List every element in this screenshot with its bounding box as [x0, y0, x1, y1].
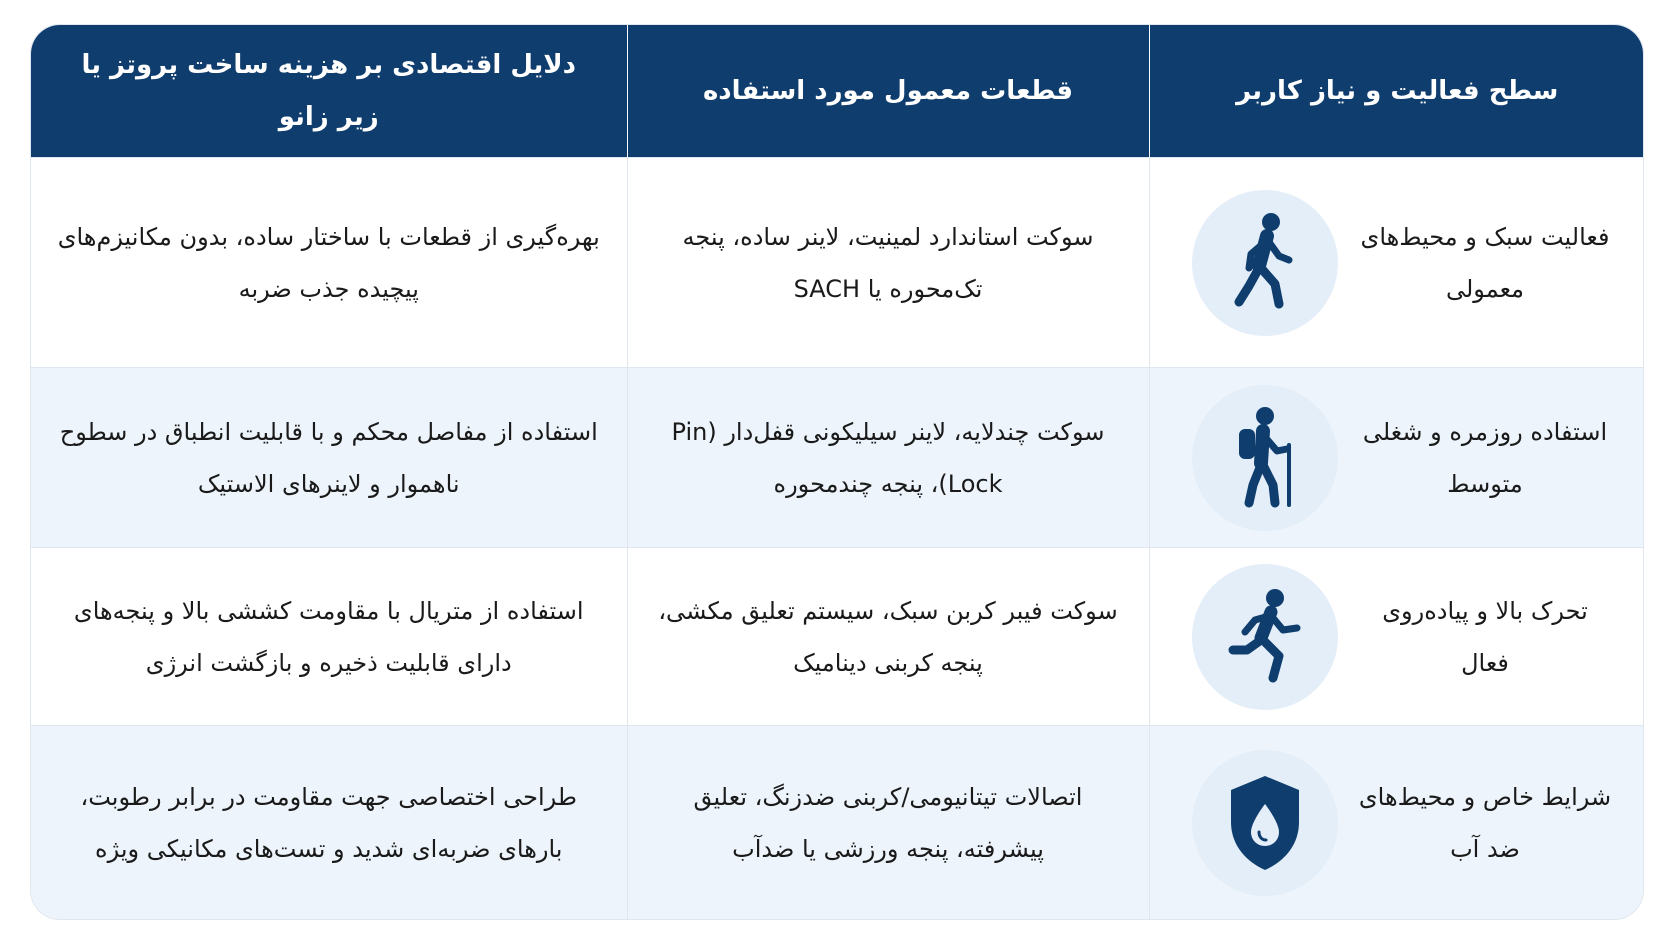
icon-circle — [1192, 564, 1338, 710]
table-row — [31, 726, 1644, 920]
activity-level-text: فعالیت سبک و محیط‌های معمولی — [1360, 222, 1610, 303]
activity-level-text: تحرک بالا و پیاده‌روی فعال — [1382, 596, 1588, 677]
cell-common-parts: سوکت چندلایه، لاینر سیلیکونی قفل‌دار (Pin Lock)، پنجه چندمحوره — [627, 368, 1149, 548]
cell-activity-level — [1149, 368, 1644, 548]
cell-economic-reasons: استفاده از مفاصل محکم و با قابلیت انطباق در سطوح ناهموار و لاینرهای الاستیک — [31, 368, 627, 548]
header-common-parts: قطعات معمول مورد استفاده — [627, 25, 1149, 158]
icon-circle — [1192, 190, 1338, 336]
running-person-icon — [1223, 584, 1307, 690]
cell-common-parts: سوکت استاندارد لمینیت، لاینر ساده، پنجه تک‌محوره یا SACH — [627, 158, 1149, 368]
icon-circle — [1192, 750, 1338, 896]
hiker-icon — [1223, 405, 1307, 511]
water-shield-icon — [1223, 770, 1307, 876]
activity-level-text: شرایط خاص و محیط‌های ضد آب — [1358, 782, 1612, 863]
comparison-table — [31, 25, 1644, 920]
table-row — [31, 548, 1644, 726]
header-activity-level: سطح فعالیت و نیاز کاربر — [1149, 25, 1644, 158]
cell-activity-level — [1149, 548, 1644, 726]
table-row — [31, 368, 1644, 548]
cell-economic-reasons: طراحی اختصاصی جهت مقاومت در برابر رطوبت، بارهای ضربه‌ای شدید و تست‌های مکانیکی ویژه — [31, 726, 627, 920]
cell-activity-level — [1149, 158, 1644, 368]
cell-economic-reasons: استفاده از متریال با مقاومت کششی بالا و پنجه‌های دارای قابلیت ذخیره و بازگشت انرژی — [31, 548, 627, 726]
table-row — [31, 158, 1644, 368]
cell-activity-level — [1149, 726, 1644, 920]
table-header-row — [31, 25, 1644, 158]
header-economic-reasons: دلایل اقتصادی بر هزینه ساخت پروتز یا زیر زانو — [31, 25, 627, 158]
cell-economic-reasons: بهره‌گیری از قطعات با ساختار ساده، بدون مکانیزم‌های پیچیده جذب ضربه — [31, 158, 627, 368]
icon-circle — [1192, 385, 1338, 531]
walking-person-icon — [1223, 210, 1307, 316]
activity-level-text: استفاده روزمره و شغلی متوسط — [1362, 417, 1608, 498]
comparison-table-container — [30, 24, 1644, 920]
cell-common-parts: سوکت فیبر کربن سبک، سیستم تعلیق مکشی، پنجه کربنی دینامیک — [627, 548, 1149, 726]
cell-common-parts: اتصالات تیتانیومی/کربنی ضدزنگ، تعلیق پیشرفته، پنجه ورزشی یا ضدآب — [627, 726, 1149, 920]
